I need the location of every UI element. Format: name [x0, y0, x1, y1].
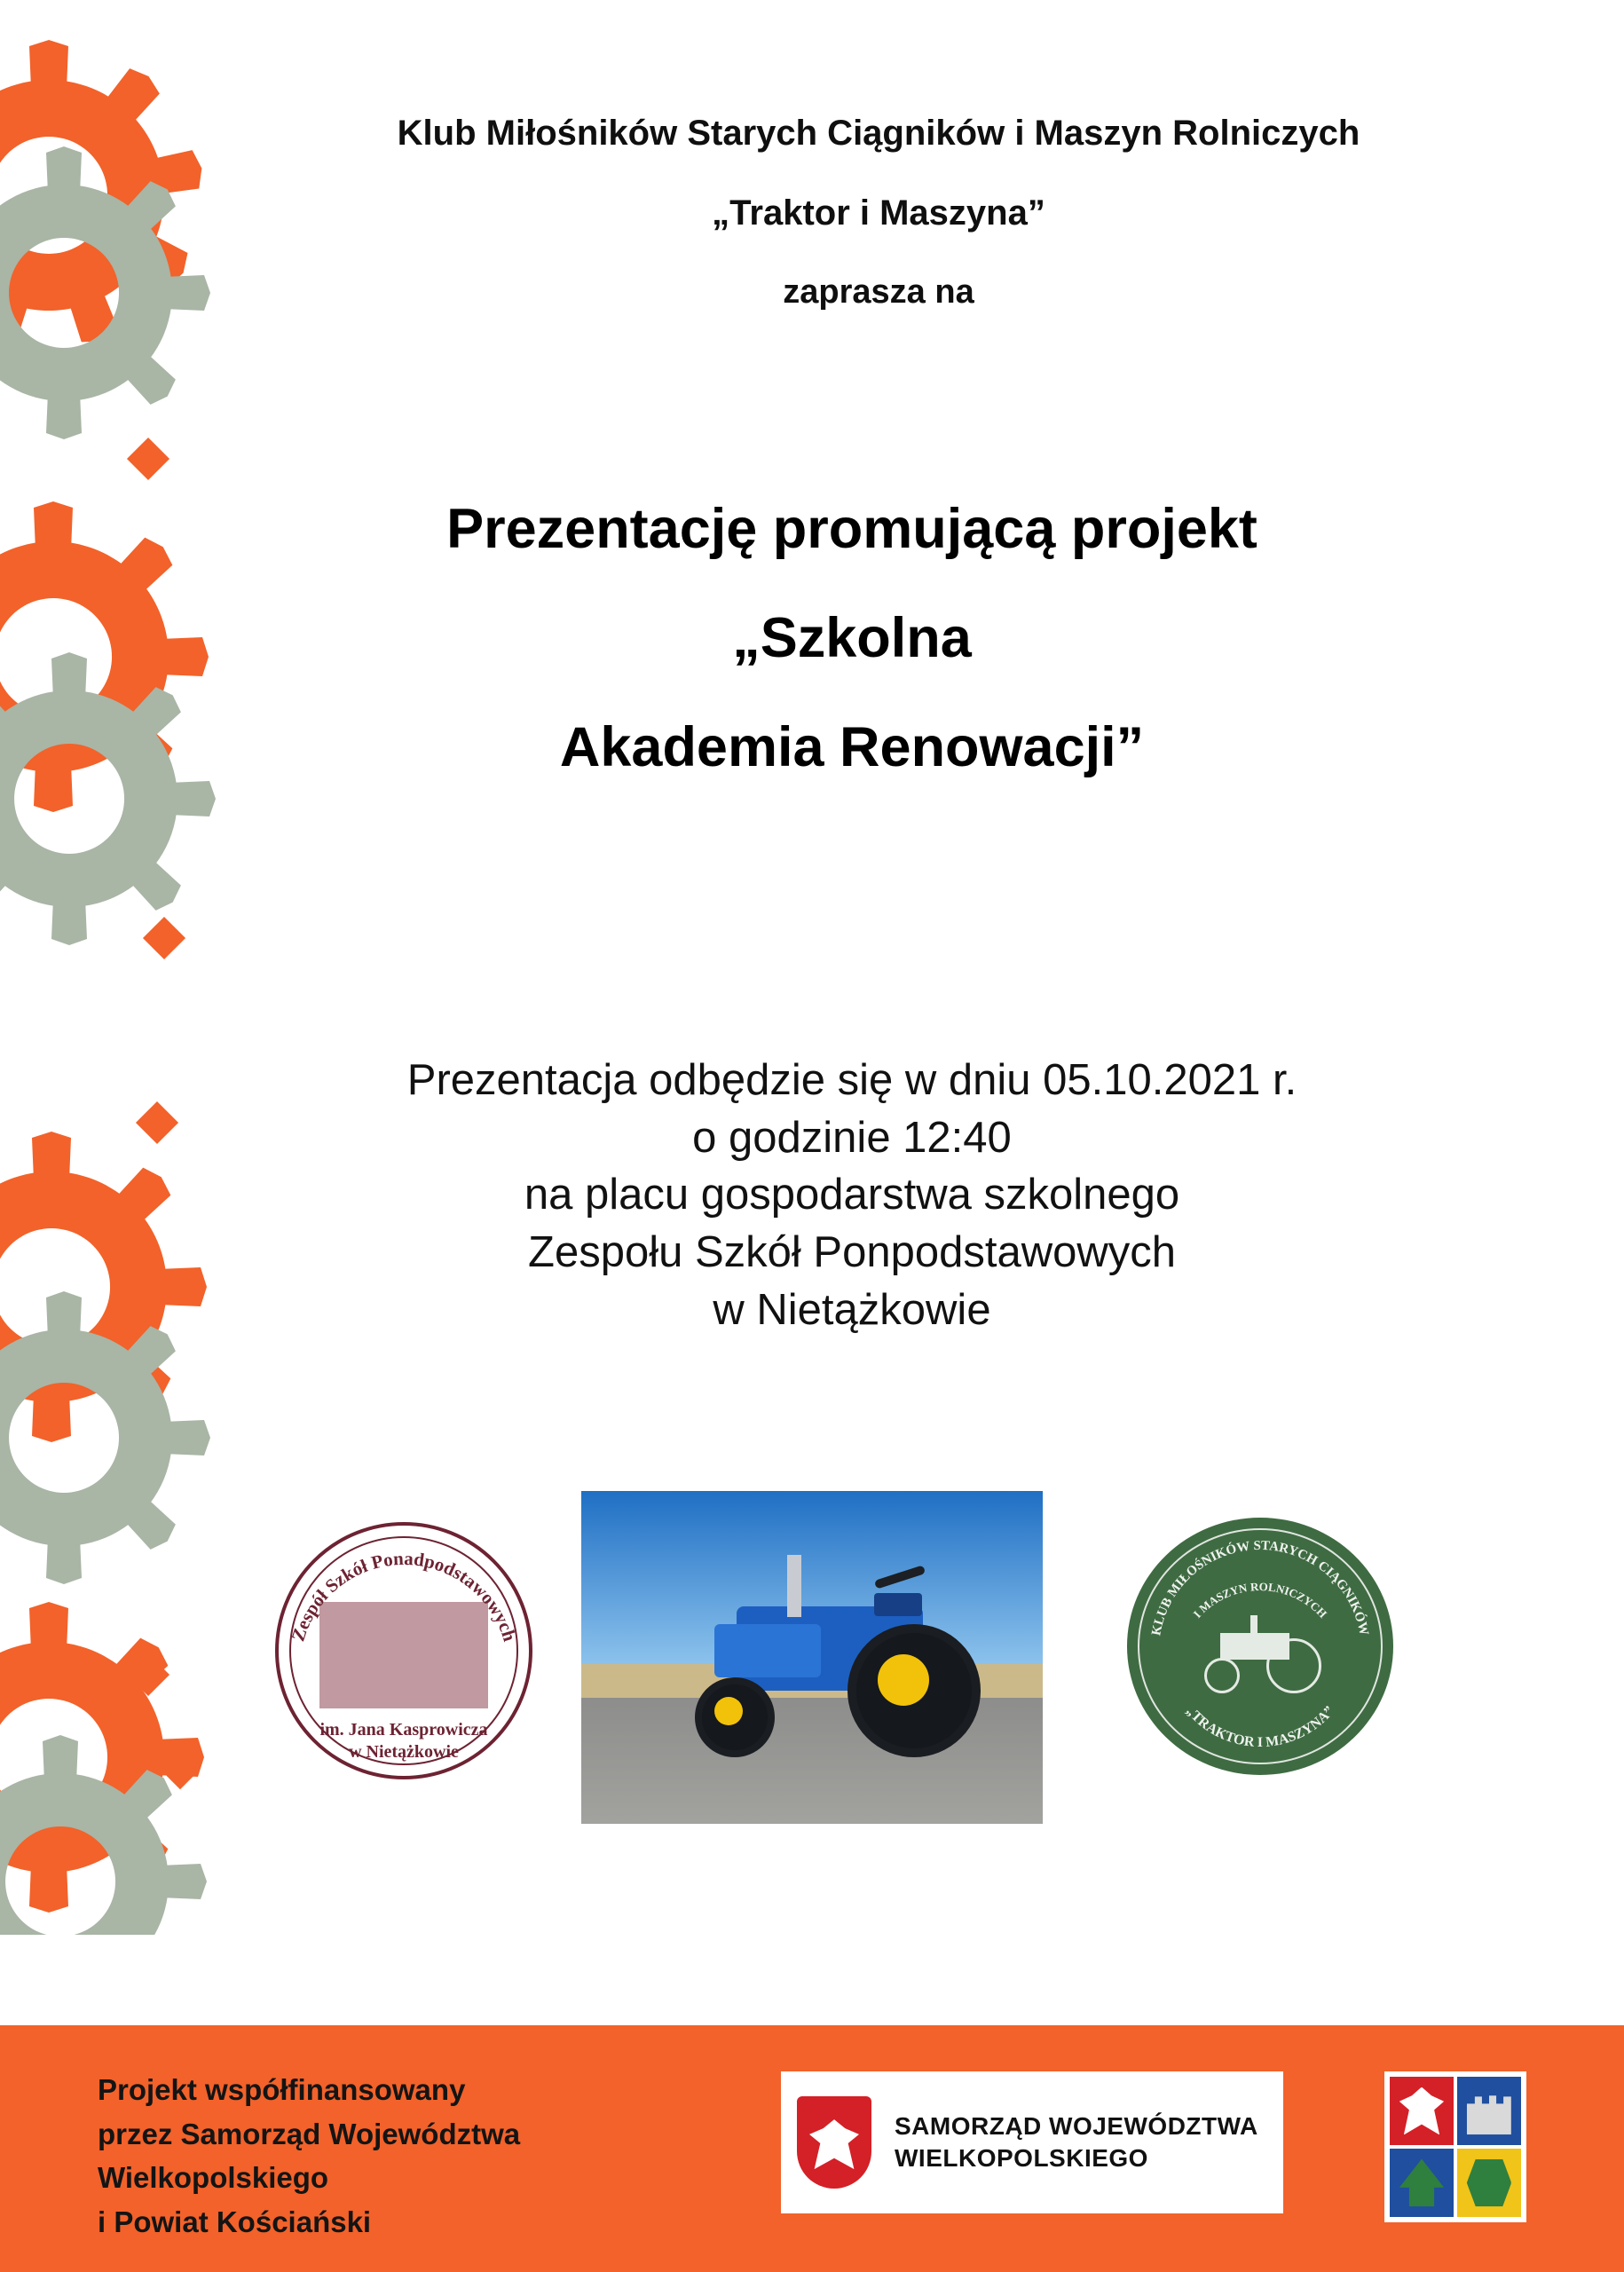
event-date-line: Prezentacja odbędzie się w dniu 05.10.2021 r. — [406, 1056, 1297, 1104]
coa-quarter-field — [1457, 2149, 1521, 2217]
school-bottom-text — [275, 1719, 532, 1763]
header-line-1: Klub Miłośników Starych Ciągników i Maszyn Rolniczych — [397, 114, 1360, 153]
club-arc-bottom-label: „TRAKTOR I MASZYNA” — [1183, 1703, 1337, 1751]
tractor-exhaust — [787, 1555, 801, 1617]
school-arc-label: Zespół Szkół Ponadpodstawowych — [287, 1547, 521, 1645]
school-line-2: w Nietążkowie — [349, 1742, 459, 1762]
footer-line-4: i Powiat Kościański — [98, 2205, 372, 2238]
tractor-front-wheel — [695, 1677, 775, 1757]
school-logo — [275, 1522, 532, 1779]
club-tractor-emblem — [1185, 1612, 1336, 1692]
eagle-icon — [809, 2119, 859, 2169]
event-time-line: o godzinie 12:40 — [692, 1113, 1012, 1162]
footer-funding-text — [98, 2068, 520, 2244]
event-place-line-3: w Nietążkowie — [713, 1285, 991, 1334]
samorzad-logo-text — [887, 2071, 1283, 2213]
coa-quarter-castle — [1457, 2077, 1521, 2145]
title-line-3: Akademia Renowacji” — [559, 716, 1145, 778]
club-arc-top-label: KLUB MIŁOŚNIKÓW STARYCH CIĄGNIKÓW — [1149, 1538, 1371, 1637]
header-line-2: „Traktor i Maszyna” — [712, 193, 1045, 233]
title-line-2: „Szkolna — [732, 607, 972, 669]
eagle-icon — [1399, 2087, 1444, 2135]
tractor-photo — [581, 1491, 1043, 1824]
title-line-1: Prezentację promującą projekt — [446, 498, 1257, 560]
footer-line-1: Projekt współfinansowany — [98, 2073, 466, 2106]
poster-header — [213, 115, 1544, 309]
event-place-line-1: na placu gospodarstwa szkolnego — [524, 1171, 1180, 1219]
field-icon — [1467, 2159, 1511, 2207]
footer-line-3: Wielkopolskiego — [98, 2161, 329, 2194]
samorzad-wielkopolskiego-logo — [781, 2071, 1283, 2213]
tractor-rear-wheel — [847, 1624, 981, 1757]
event-details — [160, 1052, 1544, 1338]
tree-icon — [1399, 2159, 1444, 2207]
crest-shield — [797, 2096, 871, 2189]
club-tractor-exhaust — [1250, 1615, 1257, 1637]
club-logo — [1127, 1518, 1393, 1775]
castle-icon — [1467, 2087, 1511, 2135]
samorzad-line-2: WIELKOPOLSKIEGO — [895, 2144, 1148, 2172]
coa-quarter-eagle — [1390, 2077, 1454, 2145]
svg-text:Zespół Szkół Ponadpodstawowych — [287, 1548, 520, 1645]
footer-line-2: przez Samorząd Województwa — [98, 2117, 521, 2150]
club-tractor-front-wheel — [1204, 1658, 1240, 1693]
header-line-3: zaprasza na — [783, 273, 974, 311]
club-tractor-rear-wheel — [1266, 1638, 1321, 1693]
school-line-1: im. Jana Kasprowicza — [319, 1720, 488, 1740]
poster-title — [160, 498, 1544, 778]
tractor-hood — [714, 1624, 821, 1677]
tractor-seat — [874, 1593, 922, 1616]
club-arc-top2-label: I MASZYN ROLNICZYCH — [1190, 1579, 1330, 1621]
event-place-line-2: Zespołu Szkół Ponpodstawowych — [528, 1228, 1176, 1277]
wielkopolska-crest-icon — [781, 2071, 887, 2213]
powiat-koscianski-coat-of-arms — [1384, 2071, 1526, 2222]
samorzad-line-1: SAMORZĄD WOJEWÓDZTWA — [895, 2111, 1258, 2140]
logos-row — [0, 1473, 1624, 1846]
footer-banner — [0, 2025, 1624, 2272]
coa-quarter-tree — [1390, 2149, 1454, 2217]
